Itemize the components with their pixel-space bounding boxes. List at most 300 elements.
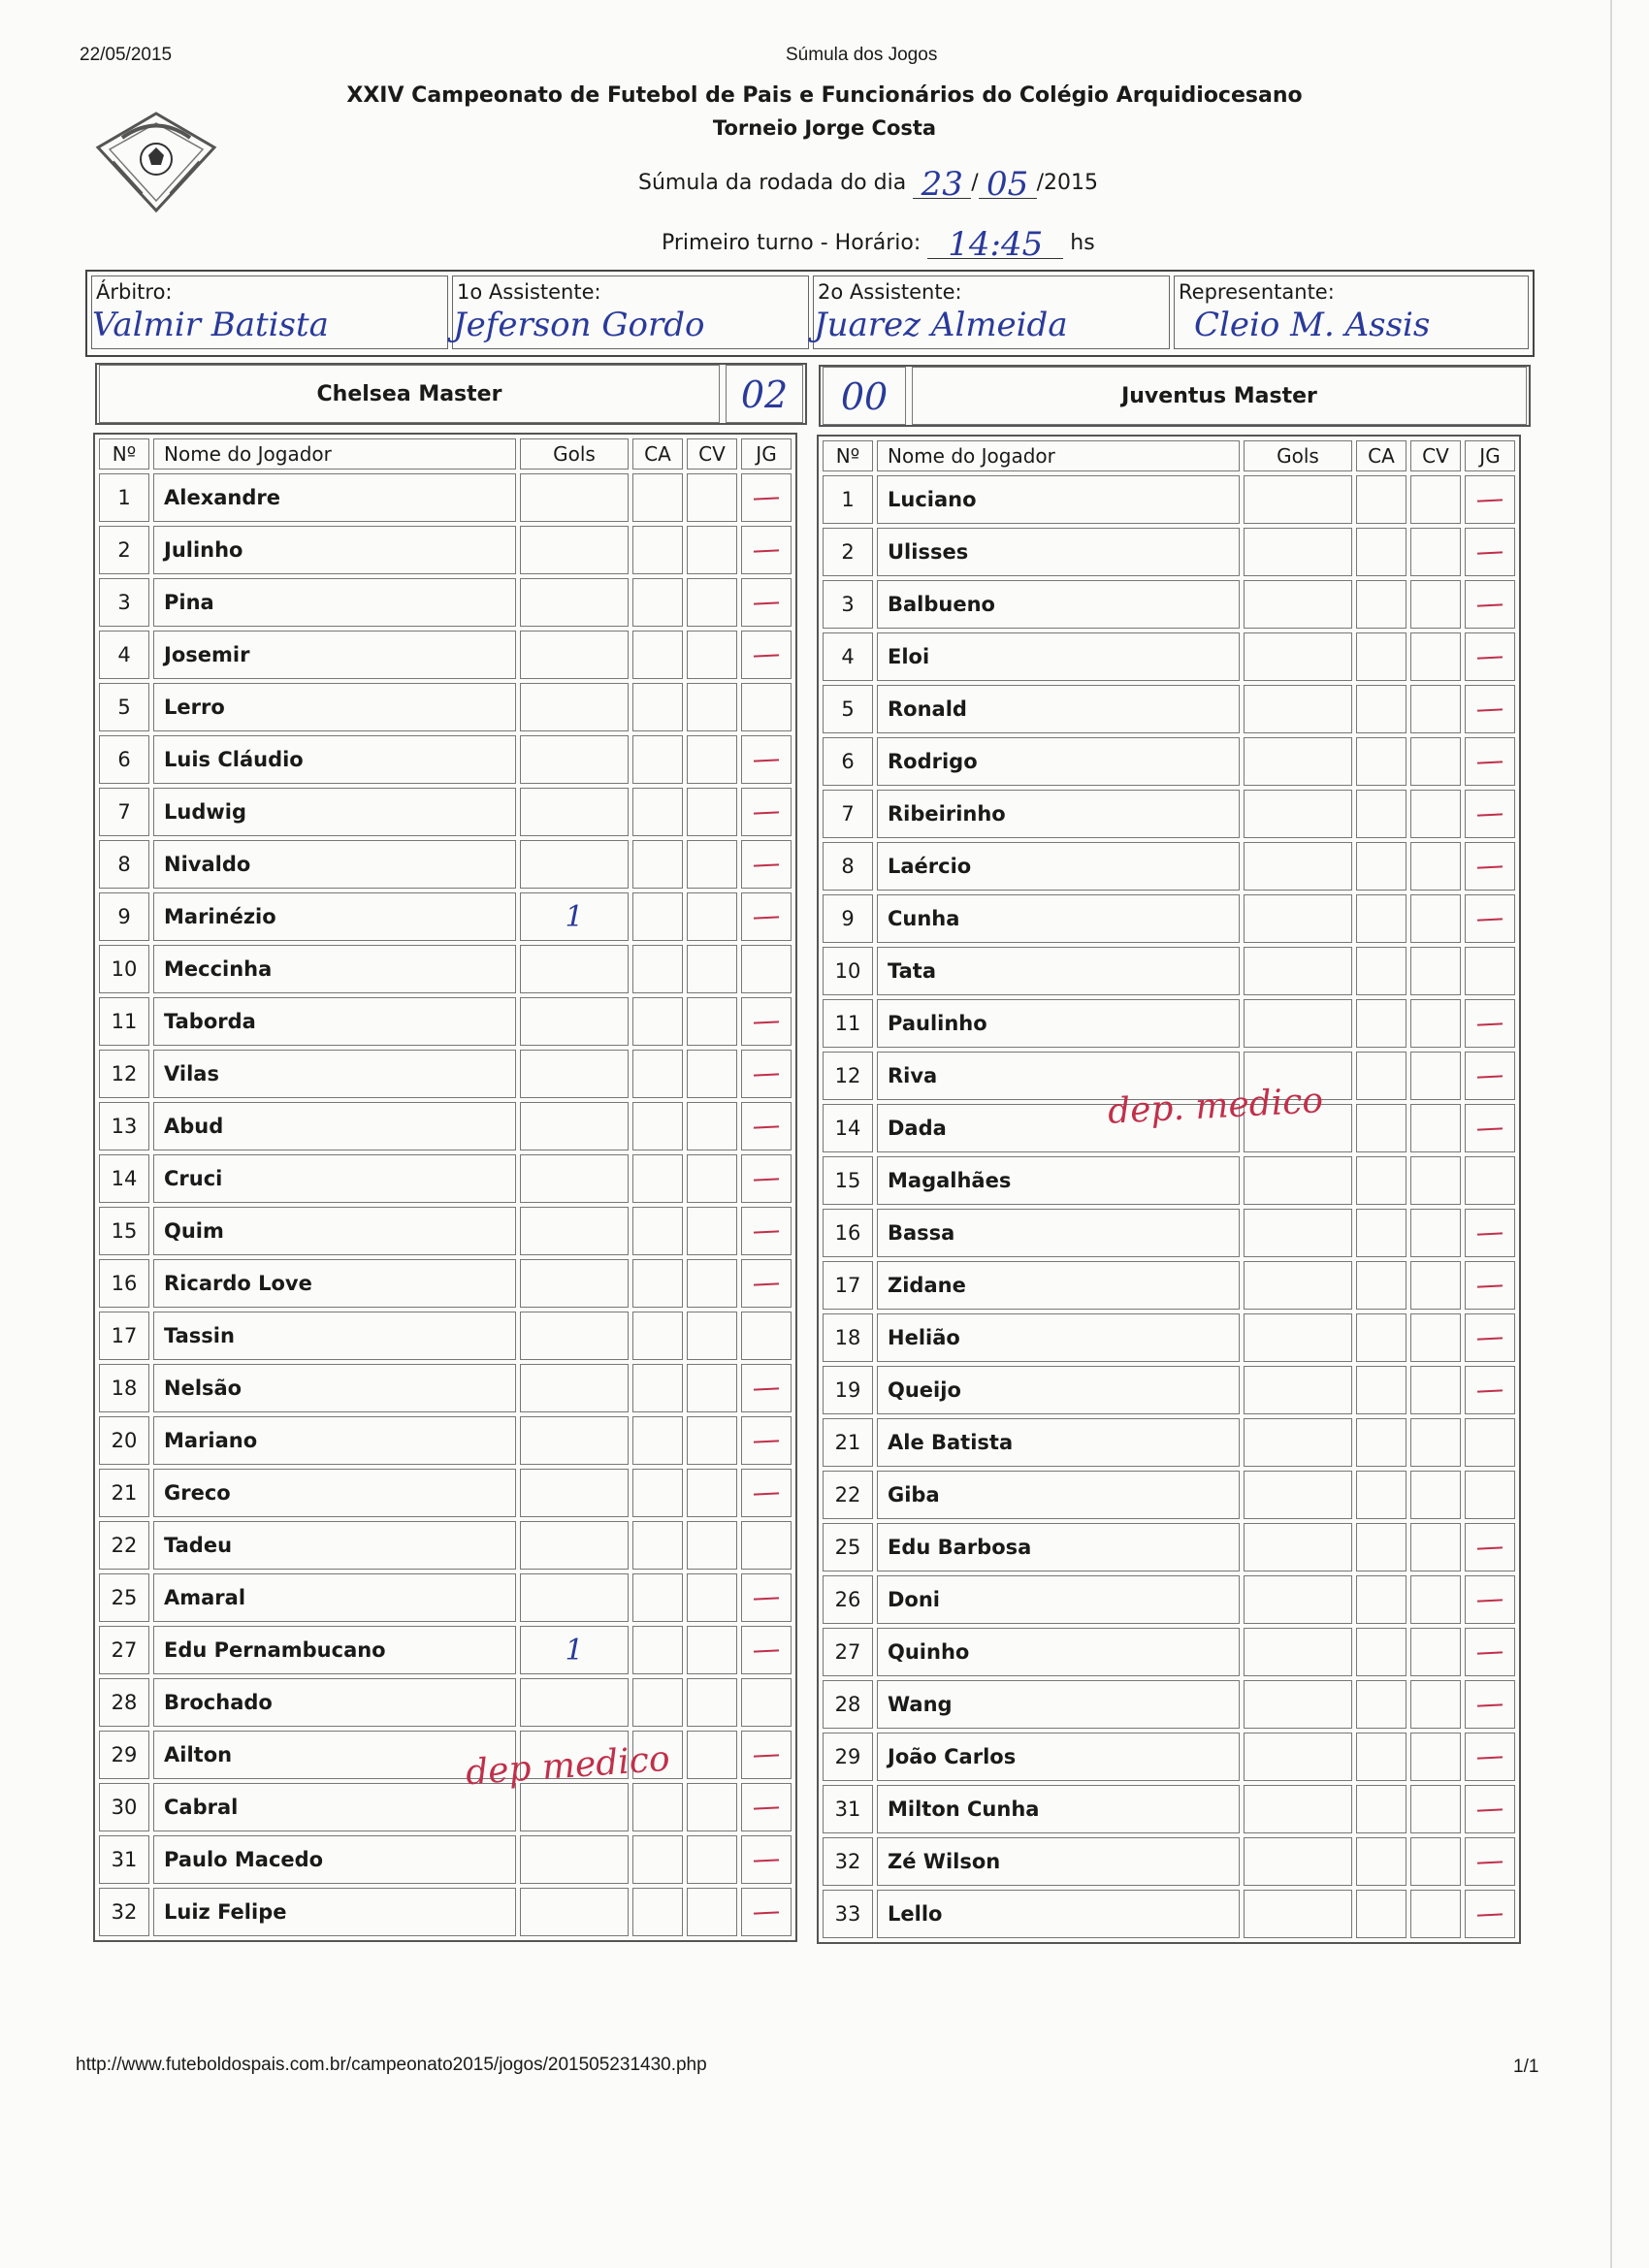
player-name: Cruci [153,1154,516,1203]
player-number: 9 [99,892,149,941]
footer-page-number: 1/1 [1513,2057,1539,2077]
red-card-cell [1410,1209,1461,1257]
red-card-cell [1410,1523,1461,1571]
player-goals [1244,1261,1352,1310]
played-mark-icon [754,1492,779,1495]
played-cell [741,578,792,627]
yellow-card-cell [632,788,683,836]
player-name: Edu Barbosa [877,1523,1240,1571]
red-card-cell [1410,1156,1461,1205]
red-card-cell [1410,685,1461,733]
player-row [99,1835,792,1884]
player-row [99,1416,792,1465]
player-goals [1244,1575,1352,1624]
player-goals [1244,580,1352,629]
yellow-card-cell [1356,1785,1406,1833]
player-goals [520,788,629,836]
played-cell [741,683,792,731]
col-player-name: Nome do Jogador [877,440,1240,471]
championship-title: XXIV Campeonato de Futebol de Pais e Funcionários do Colégio Arquidiocesano [346,83,1303,108]
player-row [823,790,1515,838]
player-row [823,632,1515,681]
player-name: Brochado [153,1678,516,1727]
player-row [823,580,1515,629]
player-name: João Carlos [877,1733,1240,1781]
yellow-card-cell [1356,894,1406,943]
player-name: Doni [877,1575,1240,1624]
yellow-card-cell [1356,1523,1406,1571]
played-mark-icon [1477,865,1503,868]
player-goals [1244,790,1352,838]
red-card-cell [687,788,737,836]
date-year: /2015 [1036,171,1099,195]
yellow-card-cell [1356,528,1406,576]
played-mark-icon [1477,499,1503,502]
player-name: Meccinha [153,945,516,993]
player-name: Abud [153,1102,516,1150]
home-medical-note: dep medico [464,1738,671,1794]
time-suffix: hs [1070,231,1095,255]
red-card-cell [687,1573,737,1622]
player-row [99,1888,792,1936]
page-edge [1610,0,1612,2268]
played-mark-icon [1477,1232,1503,1235]
player-name: Giba [877,1471,1240,1519]
yellow-card-cell [632,1364,683,1412]
col-played: JG [1465,440,1515,471]
yellow-card-cell [632,997,683,1046]
player-number: 20 [99,1416,149,1465]
player-row [823,1837,1515,1886]
played-mark-icon [754,1230,779,1233]
player-number: 19 [823,1366,873,1414]
red-card-cell [1410,1785,1461,1833]
red-card-cell [687,1416,737,1465]
played-cell [1465,1418,1515,1467]
col-red-card: CV [1410,440,1461,471]
played-cell [1465,1471,1515,1519]
played-cell [1465,1156,1515,1205]
red-card-cell [687,840,737,889]
player-number: 18 [823,1313,873,1362]
yellow-card-cell [1356,1366,1406,1414]
played-cell [741,1312,792,1360]
player-name: Ale Batista [877,1418,1240,1467]
col-yellow-card: CA [632,438,683,470]
player-goals [1244,1628,1352,1676]
red-card-cell [687,631,737,679]
player-number: 2 [99,526,149,574]
referee-box [91,275,448,349]
player-name: Balbueno [877,580,1240,629]
time-value: 14:45 [948,225,1044,264]
player-number: 12 [99,1050,149,1098]
player-goals [1244,1680,1352,1729]
played-cell [1465,632,1515,681]
player-goals [520,735,629,784]
played-mark-icon [754,1073,779,1076]
player-row [99,945,792,993]
red-card-cell [687,1154,737,1203]
player-row [823,1733,1515,1781]
played-cell [741,788,792,836]
date-line: Súmula da rodada do dia 23 / 05 /2015 [638,159,1098,199]
red-card-cell [1410,475,1461,524]
player-row [823,528,1515,576]
yellow-card-cell [632,1835,683,1884]
played-mark-icon [754,1387,779,1390]
player-name: Luiz Felipe [153,1888,516,1936]
representative-label: Representante: [1179,280,1335,304]
player-number: 4 [99,631,149,679]
player-row [823,1471,1515,1519]
yellow-card-cell [1356,790,1406,838]
red-card-cell [687,892,737,941]
yellow-card-cell [1356,1890,1406,1938]
player-goals [1244,1837,1352,1886]
player-row [99,1154,792,1203]
player-goals [520,526,629,574]
player-number: 10 [823,947,873,995]
player-number: 7 [99,788,149,836]
player-goals [520,578,629,627]
played-mark-icon [754,811,779,814]
player-number: 15 [99,1207,149,1255]
player-row [99,997,792,1046]
played-cell [1465,685,1515,733]
player-goals [1244,737,1352,786]
player-name: Quinho [877,1628,1240,1676]
player-row [99,840,792,889]
player-number: 27 [823,1628,873,1676]
player-number: 26 [823,1575,873,1624]
red-card-cell [1410,1890,1461,1938]
player-goals [520,1626,629,1674]
home-header-row [99,438,792,470]
player-row [823,894,1515,943]
away-team-name: Juventus Master [912,367,1527,425]
player-name: Ronald [877,685,1240,733]
date-month-field [979,159,1037,204]
tournament-title: Torneio Jorge Costa [712,116,937,140]
player-row [99,1102,792,1150]
player-name: Laércio [877,842,1240,891]
away-team-header [819,365,1531,427]
yellow-card-cell [632,735,683,784]
played-cell [1465,1052,1515,1100]
time-line [662,219,1095,264]
played-cell [741,1835,792,1884]
yellow-card-cell [632,1573,683,1622]
player-row [823,1628,1515,1676]
played-cell [741,1416,792,1465]
player-number: 22 [99,1521,149,1570]
played-mark-icon [754,1282,779,1285]
player-number: 3 [823,580,873,629]
played-mark-icon [1477,1703,1503,1706]
played-mark-icon [1477,1022,1503,1025]
player-number: 30 [99,1783,149,1831]
col-goals: Gols [520,438,629,470]
played-cell [741,1469,792,1517]
yellow-card-cell [1356,1575,1406,1624]
player-row [99,1521,792,1570]
col-played: JG [741,438,792,470]
player-name: Marinézio [153,892,516,941]
player-number: 31 [823,1785,873,1833]
player-name: Paulinho [877,999,1240,1048]
played-cell [1465,947,1515,995]
player-number: 6 [99,735,149,784]
played-cell [741,1678,792,1727]
red-card-cell [687,1207,737,1255]
yellow-card-cell [632,473,683,522]
assistant2-box [813,275,1170,349]
player-row [823,1313,1515,1362]
player-name: Ulisses [877,528,1240,576]
red-card-cell [687,1469,737,1517]
away-roster-table [817,435,1521,1944]
played-cell [741,892,792,941]
player-row [99,1573,792,1622]
red-card-cell [687,1312,737,1360]
red-card-cell [1410,790,1461,838]
yellow-card-cell [632,840,683,889]
yellow-card-cell [632,526,683,574]
player-number: 10 [99,945,149,993]
player-row [823,685,1515,733]
played-mark-icon [754,654,779,657]
player-goals [1244,1733,1352,1781]
red-card-cell [1410,1628,1461,1676]
played-cell [741,473,792,522]
played-cell [1465,790,1515,838]
red-card-cell [1410,947,1461,995]
print-date: 22/05/2015 [80,45,173,65]
away-score-box [823,367,906,425]
player-name: Amaral [153,1573,516,1622]
yellow-card-cell [1356,685,1406,733]
played-mark-icon [754,1754,779,1757]
player-name: Dada [877,1104,1240,1152]
red-card-cell [1410,1313,1461,1362]
yellow-card-cell [632,578,683,627]
played-mark-icon [1477,1808,1503,1811]
red-card-cell [1410,999,1461,1048]
red-card-cell [687,683,737,731]
player-name: Bassa [877,1209,1240,1257]
red-card-cell [1410,1575,1461,1624]
goal-count: 1 [565,899,584,934]
played-cell [741,1102,792,1150]
played-mark-icon [1477,708,1503,711]
played-mark-icon [1477,1756,1503,1759]
played-mark-icon [1477,1599,1503,1602]
player-row [99,1050,792,1098]
player-name: Luis Cláudio [153,735,516,784]
played-cell [741,1626,792,1674]
player-row [99,892,792,941]
played-cell [1465,842,1515,891]
played-cell [741,1731,792,1779]
player-name: Cunha [877,894,1240,943]
played-cell [741,997,792,1046]
red-card-cell [687,735,737,784]
played-cell [1465,580,1515,629]
red-card-cell [687,473,737,522]
player-goals [1244,1890,1352,1938]
player-goals [520,1154,629,1203]
yellow-card-cell [632,683,683,731]
played-mark-icon [754,863,779,866]
red-card-cell [1410,1261,1461,1310]
played-cell [1465,1785,1515,1833]
player-name: Quim [153,1207,516,1255]
player-name: Alexandre [153,473,516,522]
officials-box [85,270,1535,357]
player-name: Eloi [877,632,1240,681]
yellow-card-cell [1356,737,1406,786]
assistant1-box [452,275,809,349]
time-field [927,219,1063,264]
played-mark-icon [1477,1127,1503,1130]
yellow-card-cell [1356,1104,1406,1152]
player-row [823,1523,1515,1571]
print-title: Súmula dos Jogos [786,45,938,65]
player-goals [1244,1523,1352,1571]
player-name: Josemir [153,631,516,679]
played-mark-icon [754,1440,779,1442]
red-card-cell [687,1259,737,1308]
player-row [823,842,1515,891]
yellow-card-cell [1356,1837,1406,1886]
player-number: 11 [823,999,873,1048]
player-goals [520,1678,629,1727]
played-cell [1465,1261,1515,1310]
player-goals [520,631,629,679]
player-row [823,1418,1515,1467]
player-row [823,1209,1515,1257]
player-goals [520,683,629,731]
played-mark-icon [1477,656,1503,659]
col-number: Nº [99,438,149,470]
played-mark-icon [1477,1546,1503,1549]
player-goals [1244,1209,1352,1257]
played-mark-icon [1477,1389,1503,1392]
player-name: Greco [153,1469,516,1517]
date-month: 05 [986,165,1029,204]
player-number: 29 [99,1731,149,1779]
played-cell [741,1050,792,1098]
player-number: 17 [99,1312,149,1360]
player-name: Milton Cunha [877,1785,1240,1833]
player-name: Nivaldo [153,840,516,889]
red-card-cell [1410,528,1461,576]
played-cell [1465,737,1515,786]
played-cell [741,840,792,889]
player-number: 14 [823,1104,873,1152]
played-cell [741,526,792,574]
player-number: 5 [99,683,149,731]
player-name: Mariano [153,1416,516,1465]
played-cell [1465,1575,1515,1624]
player-row [99,1783,792,1831]
player-number: 7 [823,790,873,838]
played-mark-icon [754,1649,779,1652]
played-cell [1465,1523,1515,1571]
played-cell [741,735,792,784]
played-cell [1465,999,1515,1048]
player-name: Ailton [153,1731,516,1779]
yellow-card-cell [632,1783,683,1831]
played-mark-icon [1477,1337,1503,1340]
player-name: Wang [877,1680,1240,1729]
player-goals [520,1783,629,1831]
played-mark-icon [754,1806,779,1809]
player-goals [520,1312,629,1360]
red-card-cell [687,1783,737,1831]
played-cell [1465,1680,1515,1729]
goal-count: 1 [565,1633,584,1668]
player-name: Riva [877,1052,1240,1100]
red-card-cell [687,1835,737,1884]
player-goals [520,1207,629,1255]
yellow-card-cell [632,945,683,993]
player-number: 25 [823,1523,873,1571]
player-name: Zé Wilson [877,1837,1240,1886]
player-goals [1244,894,1352,943]
player-goals [520,1521,629,1570]
player-number: 3 [99,578,149,627]
played-mark-icon [754,497,779,500]
player-goals [1244,685,1352,733]
assistant2-value: Juarez Almeida [814,306,1068,344]
played-mark-icon [754,759,779,761]
yellow-card-cell [632,1259,683,1308]
played-mark-icon [754,1859,779,1862]
player-row [823,1366,1515,1414]
player-goals [520,1416,629,1465]
played-mark-icon [1477,551,1503,554]
player-row [99,1259,792,1308]
red-card-cell [687,578,737,627]
player-name: Magalhães [877,1156,1240,1205]
player-goals [1244,1366,1352,1414]
player-number: 28 [99,1678,149,1727]
col-number: Nº [823,440,873,471]
player-name: Rodrigo [877,737,1240,786]
played-mark-icon [754,1021,779,1023]
player-number: 13 [99,1102,149,1150]
player-name: Luciano [877,475,1240,524]
yellow-card-cell [632,1207,683,1255]
played-cell [741,631,792,679]
played-mark-icon [1477,918,1503,921]
yellow-card-cell [632,1678,683,1727]
yellow-card-cell [1356,947,1406,995]
played-cell [1465,475,1515,524]
player-row [99,1469,792,1517]
red-card-cell [687,1050,737,1098]
red-card-cell [687,1364,737,1412]
player-name: Vilas [153,1050,516,1098]
yellow-card-cell [1356,1471,1406,1519]
yellow-card-cell [1356,1628,1406,1676]
assistant1-value: Jeferson Gordo [453,306,705,344]
played-mark-icon [1477,1284,1503,1287]
player-row [99,683,792,731]
played-cell [741,1207,792,1255]
